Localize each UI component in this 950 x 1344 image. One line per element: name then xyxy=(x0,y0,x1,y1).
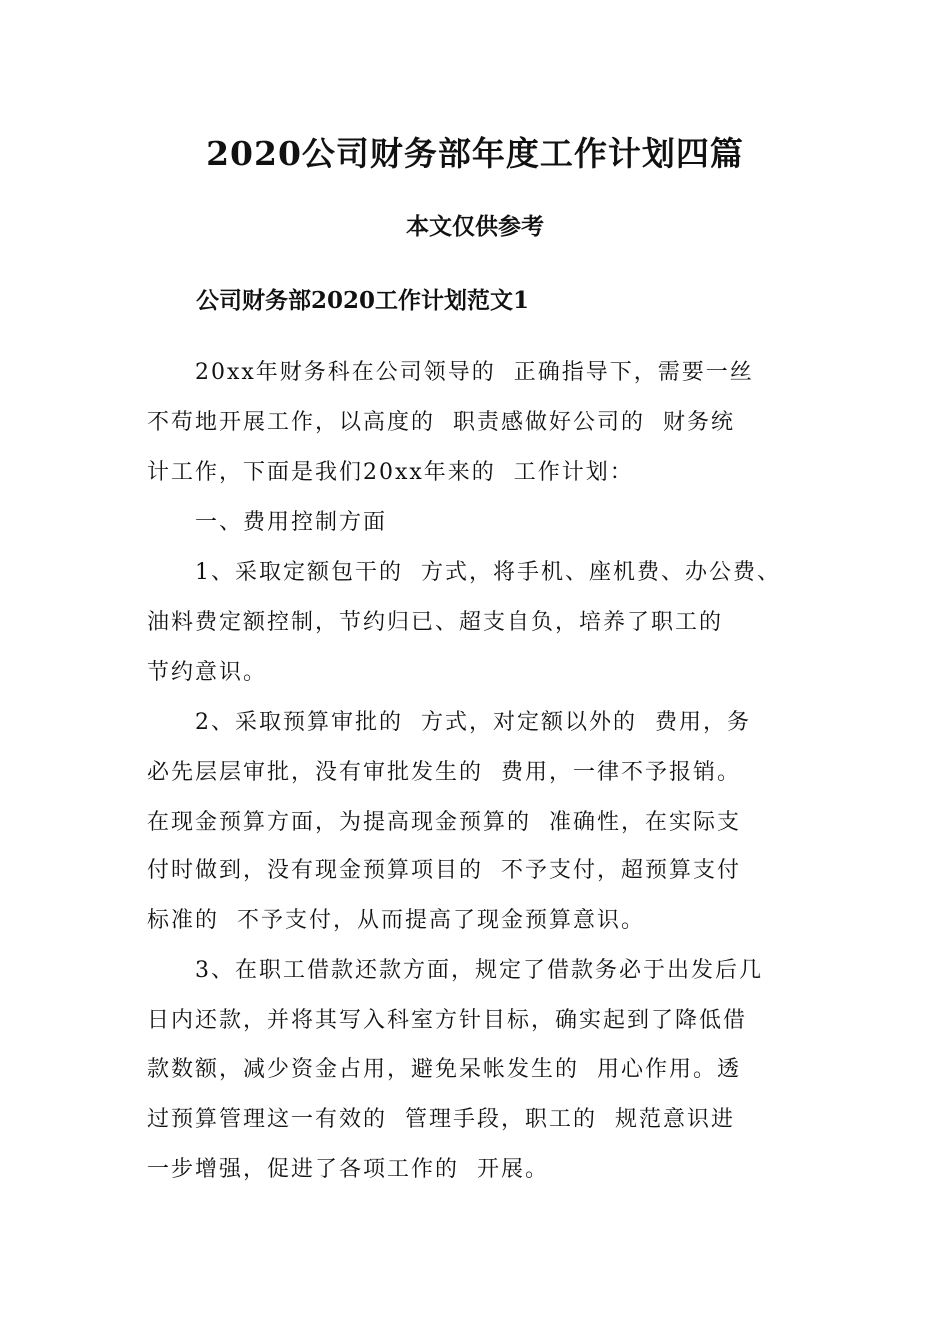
body-line: 节约意识。 xyxy=(147,660,268,685)
body-line: 过预算管理这一有效的 管理手段，职工的 规范意识进 xyxy=(147,1107,735,1132)
body-line: 1、采取定额包干的 方式，将手机、座机费、办公费、 xyxy=(195,560,781,585)
body-line: 计工作，下面是我们20xx年来的 工作计划： xyxy=(147,460,634,485)
document-subtitle: 本文仅供参考 xyxy=(406,213,544,240)
body-line: 一、费用控制方面 xyxy=(195,510,388,535)
body-line: 标准的 不予支付，从而提高了现金预算意识。 xyxy=(147,908,645,933)
body-line: 3、在职工借款还款方面，规定了借款务必于出发后几 xyxy=(195,958,763,983)
body-line: 必先层层审批，没有审批发生的 费用，一律不予报销。 xyxy=(147,760,741,785)
body-line: 在现金预算方面，为提高现金预算的 准确性，在实际支 xyxy=(147,810,741,835)
body-line: 付时做到，没有现金预算项目的 不予支付，超预算支付 xyxy=(147,858,741,883)
body-line: 2、采取预算审批的 方式，对定额以外的 费用，务 xyxy=(195,710,751,735)
body-line: 油料费定额控制，节约归已、超支自负，培养了职工的 xyxy=(147,610,724,635)
section-heading: 公司财务部2020工作计划范文1 xyxy=(196,287,530,314)
body-line: 日内还款，并将其写入科室方针目标，确实起到了降低借 xyxy=(147,1008,748,1033)
body-line: 一步增强，促进了各项工作的 开展。 xyxy=(147,1157,549,1182)
body-line: 20xx年财务科在公司领导的 正确指导下，需要一丝 xyxy=(195,360,754,385)
body-line: 款数额，减少资金占用，避免呆帐发生的 用心作用。透 xyxy=(147,1057,741,1082)
body-line: 不苟地开展工作，以高度的 职责感做好公司的 财务统 xyxy=(147,410,735,435)
document-title: 2020公司财务部年度工作计划四篇 xyxy=(206,134,744,173)
